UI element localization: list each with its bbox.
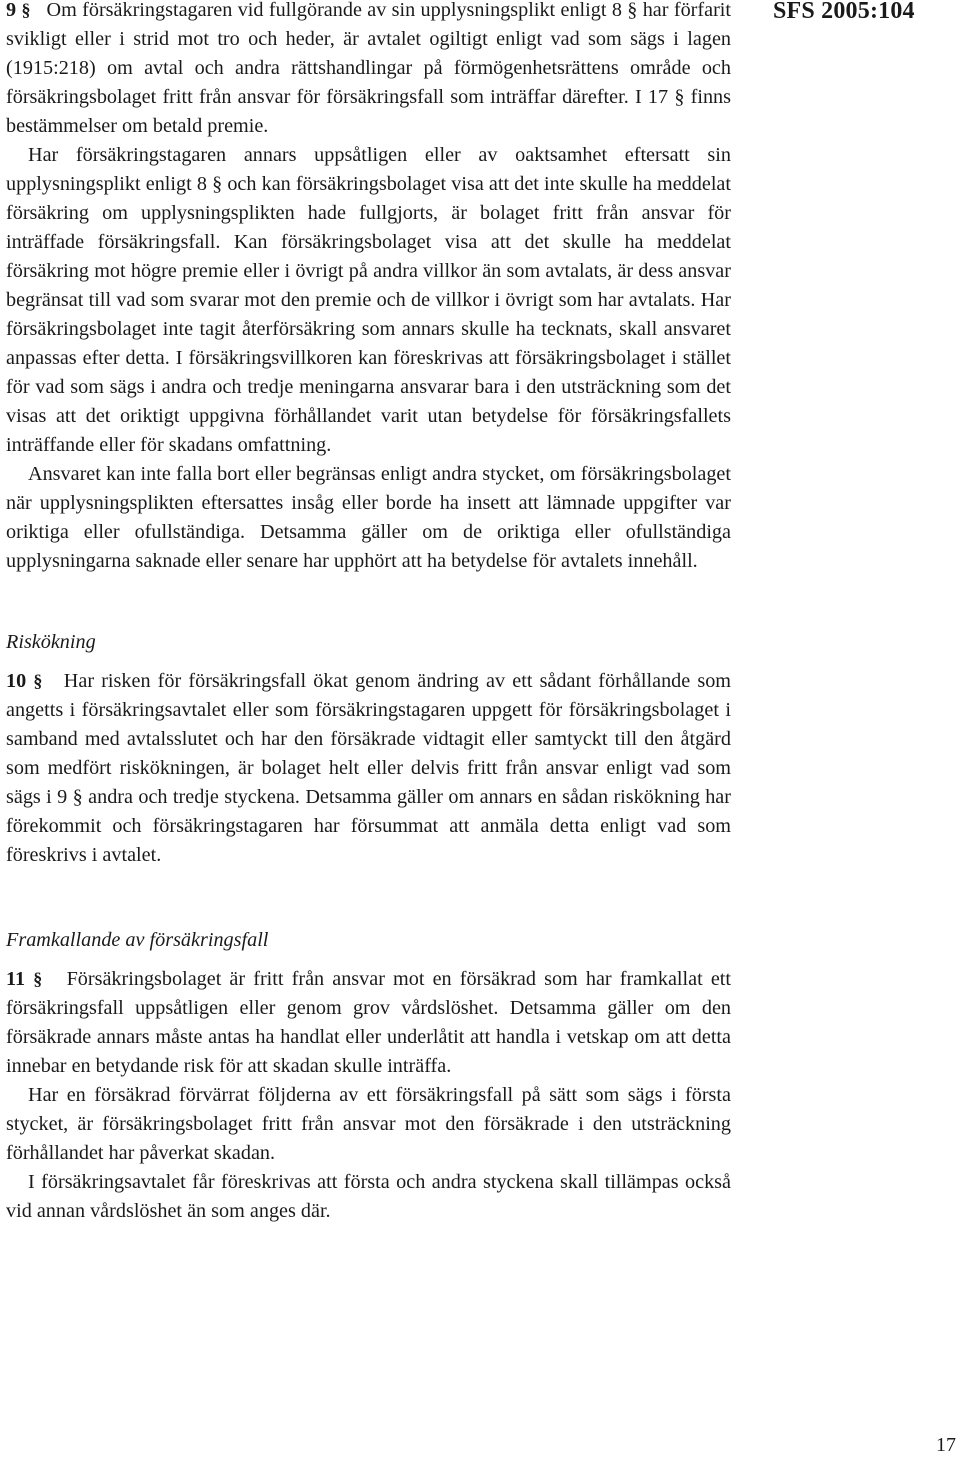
page-number: 17	[936, 1434, 956, 1456]
section-10-paragraph	[6, 667, 731, 870]
section-11-paragraph-3: I försäkringsavtalet får föreskrivas att första och andra styckena skall tillämpas också vid annan vårdslöshet än som anges där.	[6, 1171, 731, 1222]
section-sign-icon: §	[21, 0, 31, 20]
section-9-text-1: Om försäkringstagaren vid fullgörande av sin upplysningsplikt enligt 8 § har förfarit svikligt eller i strid mot tro och heder, är avtalet ogiltigt enligt vad som sägs i lagen (1915:218) om avtal och andra rättshandlingar på förmögenhetsrättens område och försäkringsbolaget fritt från ansvar för försäkringsfall som inträffar därefter. I 17 § finns bestämmelser om betald premie.	[6, 0, 732, 137]
section-9-paragraph-1	[6, 0, 731, 141]
section-10-number: 10	[6, 670, 27, 692]
section-sign-icon: §	[33, 969, 43, 989]
section-11-number: 11	[6, 968, 26, 990]
main-text-column	[6, 0, 731, 1226]
section-11-paragraph-2: Har en försäkrad förvärrat följderna av ett försäkringsfall på sätt som sägs i första stycket, är försäkringsbolaget fritt från ansvar mot den försäkrade i den utsträckning förhållandet har påverkat skadan.	[6, 1084, 731, 1164]
section-9-paragraph-2: Har försäkringstagaren annars uppsåtligen eller av oaktsamhet eftersatt sin upplysningsplikt enligt 8 § och kan försäkringsbolaget visa att det inte skulle ha meddelat försäkring om upplysningsplikten hade fullgjorts, är bolaget fritt från ansvar för inträffade försäkringsfall. Kan försäkringsbolaget visa att det skulle ha meddelat försäkring mot högre premie eller i övrigt på andra villkor än som avtalats, är dess ansvar begränsat till vad som svarar mot den premie och de villkor i övrigt som har avtalats. Har försäkringsbolaget inte tagit återförsäkring som annars skulle ha tecknats, skall ansvaret anpassas efter detta. I försäkringsvillkoren kan föreskrivas att försäkringsbolaget i stället för vad som sägs i andra och tredje meningarna ansvarar bara i den utsträckning som det visas att det oriktigt uppgivna förhållandet varit utan betydelse för försäkringsfallets inträffande eller för skadans omfattning.	[6, 144, 731, 456]
section-9-number: 9	[6, 0, 17, 21]
section-9-paragraph-3: Ansvaret kan inte falla bort eller begränsas enligt andra stycket, om försäkringsbolaget när upplysningsplikten eftersattes insåg eller borde ha insett att lämnade uppgifter var oriktiga eller ofullständiga. Detsamma gäller om de oriktiga eller ofullständiga upplysningarna saknade eller senare har upphört att ha betydelse för avtalets innehåll.	[6, 463, 731, 572]
section-11-paragraph-1	[6, 965, 731, 1081]
heading-framkallande: Framkallande av försäkringsfall	[6, 929, 269, 951]
section-10-text: Har risken för försäkringsfall ökat genom ändring av ett sådant förhållande som angetts i försäkringsavtalet eller som försäkringstagaren uppgett för försäkringsbolaget i samband med avtalsslutet och har den försäkrade vidtagit eller samtyckt till den åtgärd som medfört riskökningen, är bolaget helt eller delvis fritt från ansvar enligt vad som sägs i 9 § andra och tredje styckena. Detsamma gäller om annars en sådan riskökning har förekommit och försäkringstagaren har försummat att anmäla detta enligt vad som föreskrivs i avtalet.	[6, 670, 732, 866]
sfs-number: SFS 2005:104	[773, 0, 915, 24]
section-11-text-1: Försäkringsbolaget är fritt från ansvar mot en försäkrad som har framkallat ett försäkringsfall uppsåtligen eller genom grov vårdslöshet. Detsamma gäller om den försäkrade annars måste antas ha handlat eller underlåtit att handla i vetskap om att detta innebar en betydande risk för att skadan skulle inträffa.	[6, 968, 731, 1077]
section-sign-icon: §	[33, 671, 43, 691]
heading-riskokning: Riskökning	[6, 631, 96, 653]
